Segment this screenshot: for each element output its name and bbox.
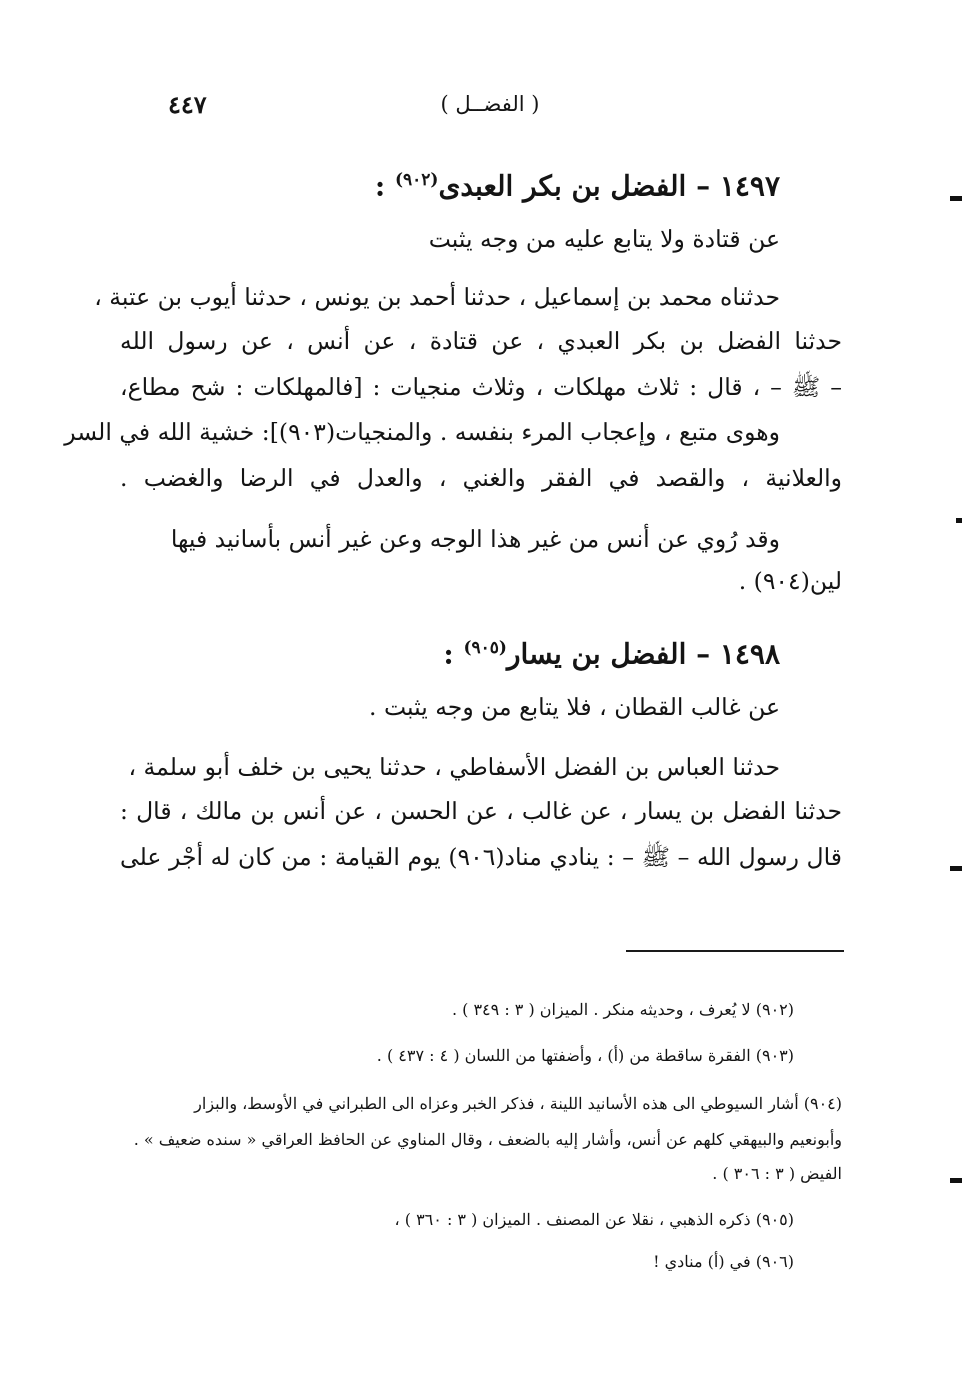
entry-line: والعلانية ، والقصد في الفقر والغني ، والعدل في الرضا والغضب . bbox=[120, 464, 842, 492]
footnote: وأبونعيم والبيهقي كلهم عن أنس، وأشار إليه بالضعف ، وقال المناوي عن الحافظ العراقي « سنده ضعيف » . bbox=[133, 1130, 842, 1149]
footnote: (٩٠٤) أشار السيوطي الى هذه الأسانيد اللينة ، فذكر الخبر وعزاه الى الطبراني في الأوسط، والبزار bbox=[194, 1094, 842, 1113]
entry-number: ١٤٩٨ bbox=[719, 637, 780, 671]
scan-edge-mark bbox=[950, 866, 962, 871]
scan-edge-mark bbox=[950, 196, 962, 201]
footnote: الفيض ( ٣ : ٣٠٦ ) . bbox=[712, 1164, 842, 1183]
entry-dash: – bbox=[696, 637, 711, 671]
running-header-title: ( الفضــل ) bbox=[440, 92, 540, 116]
entry-colon: : bbox=[443, 637, 454, 671]
footnote: (٩٠٣) الفقرة ساقطة من (أ) ، وأضفتها من اللسان ( ٤ : ٤٣٧ ) . bbox=[376, 1046, 794, 1065]
scan-edge-mark bbox=[956, 518, 962, 523]
entry-name: الفضل بن بكر العبدى bbox=[438, 169, 687, 203]
footnote: (٩٠٥) ذكره الذهبي ، نقلا عن المصنف . الميزان ( ٣ : ٣٦٠ ) ، bbox=[394, 1210, 794, 1229]
footnote-separator bbox=[626, 950, 844, 952]
entry-colon: : bbox=[374, 169, 386, 203]
entry-line: حدثنا العباس بن الفضل الأسفاطي ، حدثنا يحيى بن خلف أبو سلمة ، bbox=[128, 753, 780, 781]
entry-line: عن قتادة ولا يتابع عليه من وجه يثبت bbox=[428, 225, 780, 253]
entry-heading-1498 bbox=[180, 628, 780, 674]
entry-line: عن غالب القطان ، فلا يتابع من وجه يثبت . bbox=[369, 693, 780, 721]
entry-line: حدثنا الفضل بن يسار ، عن غالب ، عن الحسن ، عن أنس بن مالك ، قال : bbox=[120, 797, 842, 825]
entry-line: لين(٩٠٤) . bbox=[738, 567, 842, 595]
scan-edge-mark bbox=[950, 1178, 962, 1183]
entry-name: الفضل بن يسار bbox=[506, 637, 687, 671]
entry-line: قال رسول الله – ﷺ – : ينادي مناد(٩٠٦) يوم القيامة : من كان له أجْر على bbox=[120, 843, 843, 871]
entry-dash: – bbox=[696, 169, 711, 203]
footnote: (٩٠٢) لا يُعرف ، وحديثه منكر . الميزان ( ٣ : ٣٤٩ ) . bbox=[451, 1000, 794, 1019]
entry-line: وهوى متبع ، وإعجاب المرء بنفسه . والمنجيات(٩٠٣)]: خشية الله في السر bbox=[64, 418, 780, 446]
footnote-ref: (٩٠٥) bbox=[463, 638, 507, 658]
entry-number: ١٤٩٧ bbox=[719, 169, 780, 203]
entry-line: حدثناه محمد بن إسماعيل ، حدثنا أحمد بن يونس ، حدثنا أيوب بن عتبة ، bbox=[94, 283, 780, 311]
entry-line: حدثنا الفضل بن بكر العبدي ، عن قتادة ، عن أنس ، عن رسول الله bbox=[120, 327, 842, 355]
page-number: ٤٤٧ bbox=[168, 90, 207, 119]
footnote: (٩٠٦) في (أ) منادي ! bbox=[653, 1252, 794, 1271]
entry-heading-1497 bbox=[180, 160, 780, 206]
entry-line: وقد رُوي عن أنس من غير هذا الوجه وعن غير أنس بأسانيد فيها bbox=[170, 525, 780, 553]
entry-line: – ﷺ – ، قال : ثلاث مهلكات ، وثلاث منجيات : [فالمهلكات : شح مطاع، bbox=[120, 373, 842, 401]
footnote-ref: (٩٠٢) bbox=[394, 170, 439, 190]
